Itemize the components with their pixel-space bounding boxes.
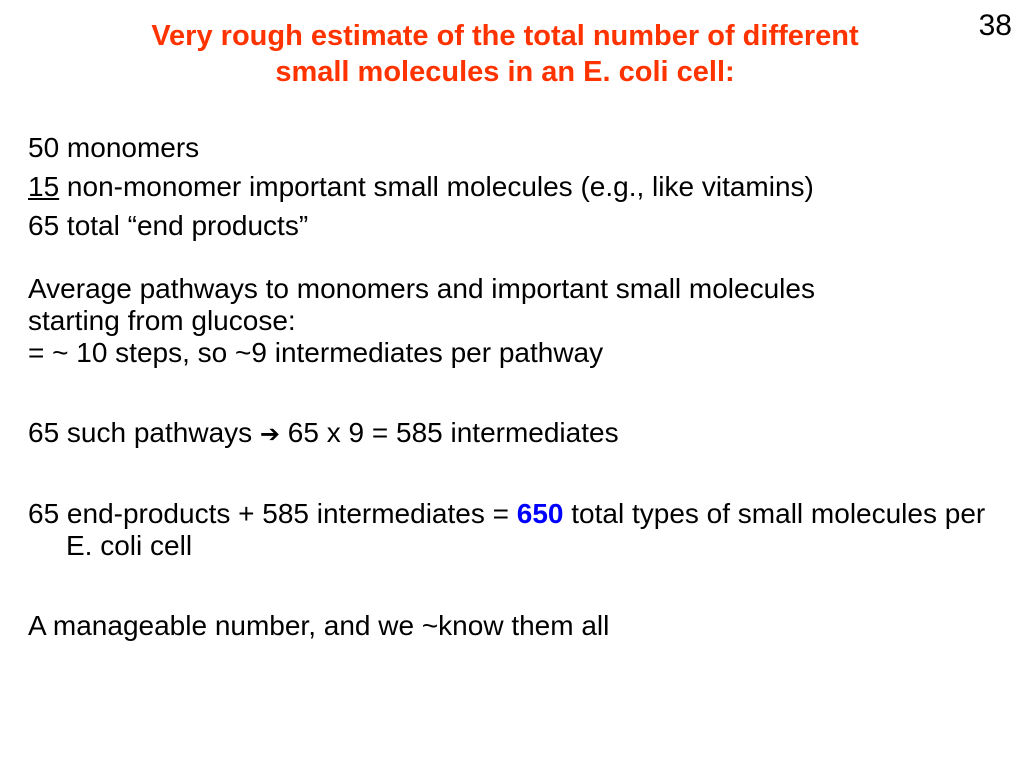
- total-text-post: total types of small molecules per E. coli cell: [66, 498, 986, 561]
- pathways-paragraph: [28, 273, 1008, 369]
- conclusion-line: A manageable number, and we ~know them all: [28, 610, 610, 641]
- pathways-line-2: starting from glucose:: [28, 305, 296, 336]
- total-highlight: 650: [516, 498, 564, 529]
- non-monomers-line: [28, 167, 1008, 206]
- end-products-line: 65 total “end products”: [28, 210, 309, 241]
- pathways-line-1: Average pathways to monomers and important small molecules: [28, 273, 815, 304]
- non-monomers-count: 15: [28, 171, 60, 202]
- non-monomers-text: non-monomer important small molecules (e.g., like vitamins): [59, 171, 814, 202]
- monomers-line: 50 monomers: [28, 132, 200, 163]
- total-paragraph: [28, 498, 1008, 562]
- such-pathways-text: 65 such pathways: [28, 417, 260, 448]
- such-pathways-result: 65 x 9 = 585 intermediates: [280, 417, 619, 448]
- slide-title: [80, 18, 930, 90]
- title-line-2: small molecules in an E. coli cell:: [275, 56, 735, 88]
- right-arrow-icon: ➔: [259, 420, 281, 448]
- slide-number: 38: [978, 9, 1012, 42]
- title-line-1: Very rough estimate of the total number of different: [151, 20, 859, 52]
- total-text-pre: 65 end-products + 585 intermediates =: [28, 498, 517, 529]
- slide-body: [28, 128, 1008, 645]
- pathways-line-3: = ~ 10 steps, so ~9 intermediates per pathway: [28, 337, 604, 368]
- such-pathways-line: [28, 413, 1008, 454]
